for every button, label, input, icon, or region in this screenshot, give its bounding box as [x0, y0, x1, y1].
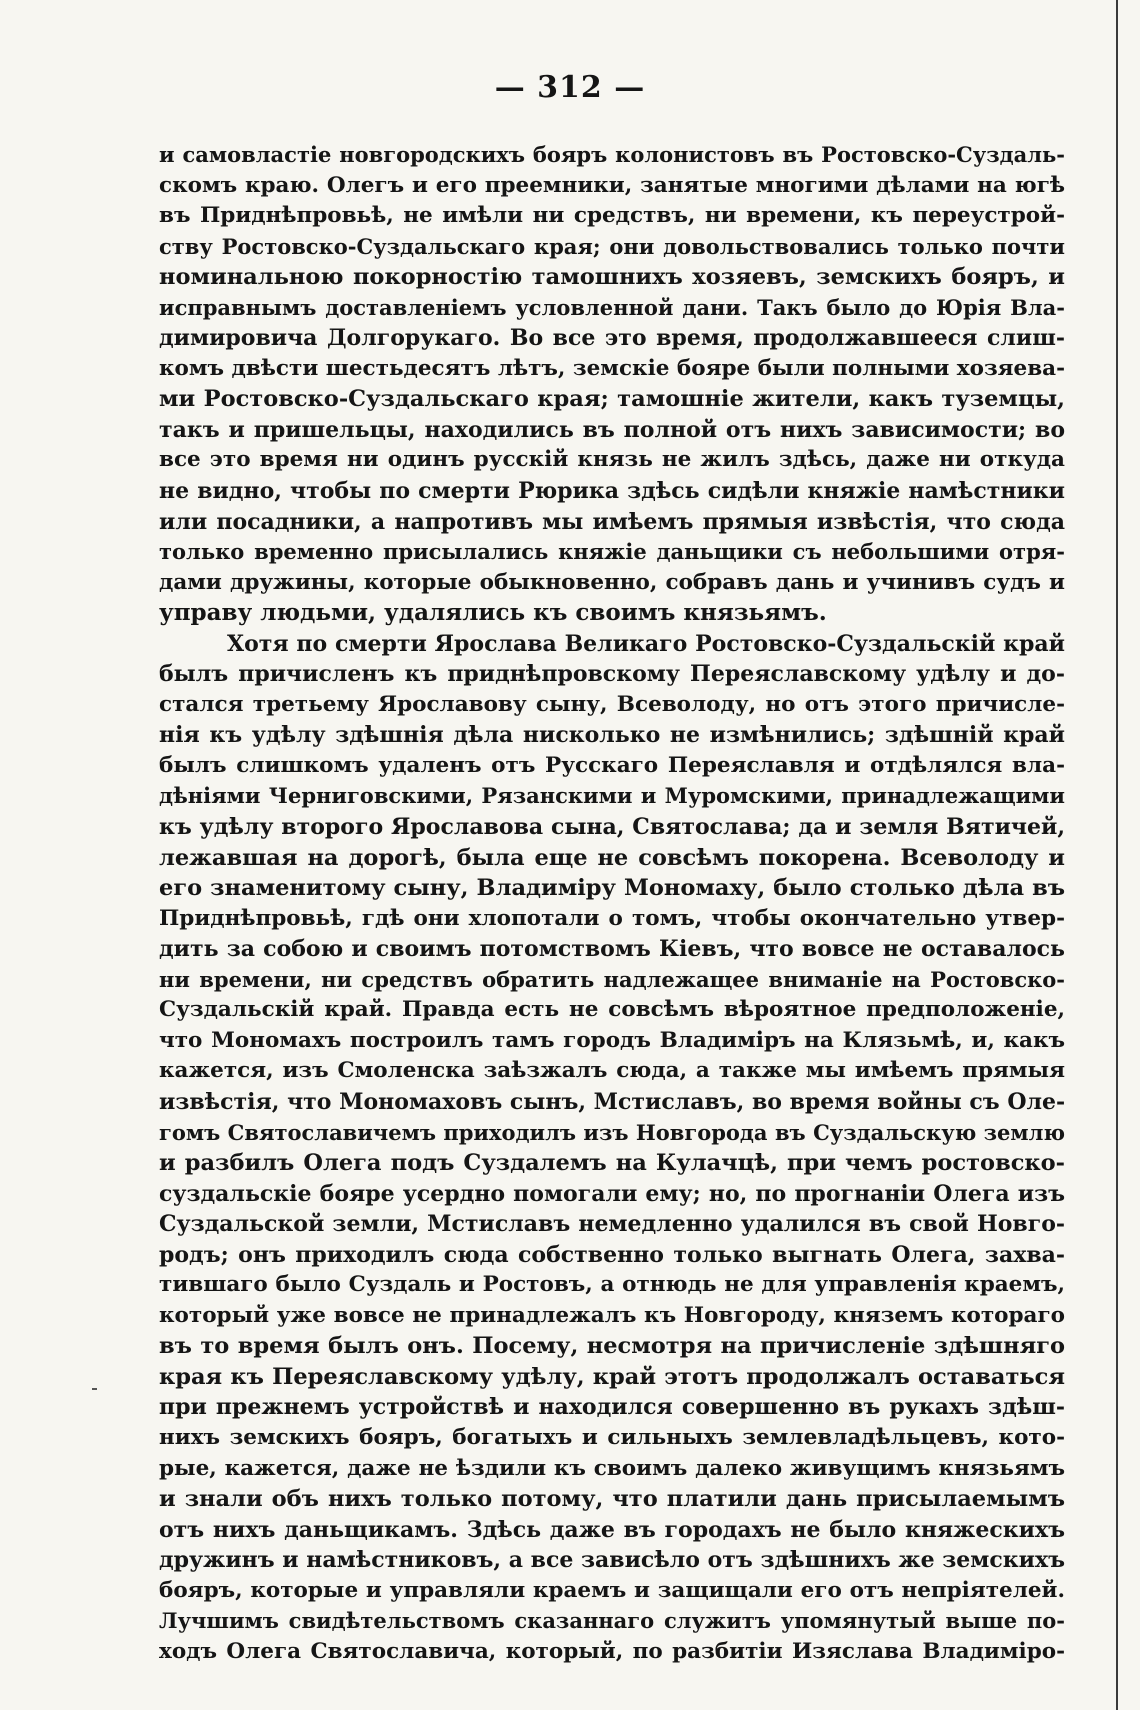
text-line: и разбилъ Олега подъ Суздалемъ на Кулачцѣ, при чемъ ростовско- [159, 1150, 1065, 1177]
text-line: края къ Переяславскому удѣлу, край этотъ продолжалъ оставаться [159, 1363, 1065, 1390]
text-line: въ то время былъ онъ. Посему, несмотря на причисленіе здѣшняго [159, 1333, 1065, 1360]
text-line: отъ нихъ даньщикамъ. Здѣсь даже въ городахъ не было княжескихъ [159, 1516, 1065, 1543]
text-line: ми Ростовско-Суздальскаго края; тамошніе жители, какъ туземцы, [159, 386, 1065, 413]
text-line: ходъ Олега Святославича, который, по разбитіи Изяслава Владиміро- [159, 1638, 1065, 1664]
text-line: который уже вовсе не принадлежалъ къ Новгороду, княземъ котораго [159, 1302, 1065, 1328]
text-line: исправнымъ доставленіемъ условленной дани. Такъ было до Юрія Вла- [159, 294, 1065, 320]
text-line: дами дружины, которые обыкновенно, собравъ дань и учинивъ судъ и [159, 569, 1065, 595]
text-line: тившаго было Суздаль и Ростовъ, а отнюдь не для управленія краемъ, [159, 1272, 1065, 1298]
text-line: дружинъ и намѣстниковъ, а все зависѣло отъ здѣшнихъ же земскихъ [159, 1547, 1065, 1574]
text-line: дить за собою и своимъ потомствомъ Кіевъ, что вовсе не оставалось [159, 936, 1065, 963]
text-line: скомъ краю. Олегъ и его преемники, занятые многими дѣлами на югѣ [159, 172, 1065, 198]
text-line: гомъ Святославичемъ приходилъ изъ Новгорода въ Суздальскую землю [159, 1119, 1065, 1145]
text-line: такъ и пришельцы, находились въ полной отъ нихъ зависимости; во [159, 416, 1065, 443]
text-line: рые, кажется, даже не ѣздили къ своимъ далеко живущимъ князьямъ [159, 1455, 1065, 1481]
text-line: и самовластіе новгородскихъ бояръ колонистовъ въ Ростовско-Суздаль- [159, 142, 1065, 167]
text-line: все это время ни одинъ русскій князь не жилъ здѣсь, даже ни откуда [159, 447, 1065, 473]
body-text [159, 140, 1065, 1667]
text-line: суздальскіе бояре усердно помогали ему; но, по прогнаніи Олега изъ [159, 1180, 1065, 1207]
text-line: не видно, чтобы по смерти Рюрика здѣсь сидѣли княжіе намѣстники [159, 478, 1065, 505]
text-line: нія къ удѣлу здѣшнія дѣла нисколько не измѣнились; здѣшній край [159, 722, 1065, 749]
text-line: бояръ, которые и управляли краемъ и защищали его отъ непріятелей. [159, 1577, 1065, 1603]
text-line: дѣніями Черниговскими, Рязанскими и Муромскими, принадлежащими [159, 783, 1065, 809]
text-line: къ удѣлу второго Ярославова сына, Святослава; да и земля Вятичей, [159, 814, 1065, 841]
text-line: управу людьми, удалялись къ своимъ князьямъ. [159, 599, 827, 627]
text-line: въ Приднѣпровьѣ, не имѣли ни средствъ, ни времени, къ переустрой- [159, 203, 1065, 229]
text-line: Хотя по смерти Ярослава Великаго Ростовско-Суздальскій край [227, 630, 1065, 657]
text-line: извѣстія, что Мономаховъ сынъ, Мстиславъ, во время войны съ Оле- [159, 1088, 1065, 1115]
text-line: димировича Долгорукаго. Во все это время, продолжавшееся слиш- [159, 325, 1065, 352]
text-line: и знали объ нихъ только потому, что платили дань присылаемымъ [159, 1486, 1065, 1513]
text-line: или посадники, а напротивъ мы имѣемъ прямыя извѣстія, что сюда [159, 508, 1065, 535]
text-line: былъ слишкомъ удаленъ отъ Русскаго Переяславля и отдѣлялся вла- [159, 752, 1065, 778]
page-edge-line [1116, 0, 1118, 1710]
text-line: номинальною покорностію тамошнихъ хозяевъ, земскихъ бояръ, и [159, 264, 1065, 291]
text-line: при прежнемъ устройствѣ и находился совершенно въ рукахъ здѣш- [159, 1394, 1065, 1421]
text-line: Суздальской земли, Мстиславъ немедленно удалился въ свой Новго- [159, 1211, 1065, 1238]
text-line: Приднѣпровьѣ, гдѣ они хлопотали о томъ, чтобы окончательно утвер- [159, 905, 1065, 931]
text-line: лежавшая на дорогѣ, была еще не совсѣмъ покорена. Всеволоду и [159, 844, 1065, 871]
text-line: родъ; онъ приходилъ сюда собственно только выгнать Олега, захва- [159, 1241, 1065, 1268]
page-number: — 312 — [494, 70, 646, 105]
text-line: комъ двѣсти шестьдесятъ лѣтъ, земскіе бояре были полными хозяева- [159, 355, 1065, 381]
text-line: что Мономахъ построилъ тамъ городъ Владиміръ на Клязьмѣ, и, какъ [159, 1027, 1065, 1053]
text-line: ству Ростовско-Суздальскаго края; они довольствовались только почти [159, 233, 1065, 259]
text-line: ни времени, ни средствъ обратить надлежащее вниманіе на Ростовско- [159, 966, 1065, 992]
text-line: Лучшимъ свидѣтельствомъ сказаннаго служитъ упомянутый выше по- [159, 1608, 1065, 1634]
print-speck [92, 1388, 97, 1390]
text-line: нихъ земскихъ бояръ, богатыхъ и сильныхъ землевладѣльцевъ, кото- [159, 1424, 1065, 1450]
text-line: только временно присылались княжіе даньщики съ небольшими отря- [159, 539, 1065, 565]
text-line: былъ причисленъ къ приднѣпровскому Переяславскому удѣлу и до- [159, 661, 1065, 688]
text-line: стался третьему Ярославову сыну, Всеволоду, но отъ этого причисле- [159, 691, 1065, 717]
text-line: кажется, изъ Смоленска заѣзжалъ сюда, а также мы имѣемъ прямыя [159, 1058, 1065, 1084]
text-line: его знаменитому сыну, Владиміру Мономаху, было столько дѣла въ [159, 875, 1065, 902]
text-line: Суздальскій край. Правда есть не совсѣмъ вѣроятное предположеніе, [159, 997, 1065, 1023]
